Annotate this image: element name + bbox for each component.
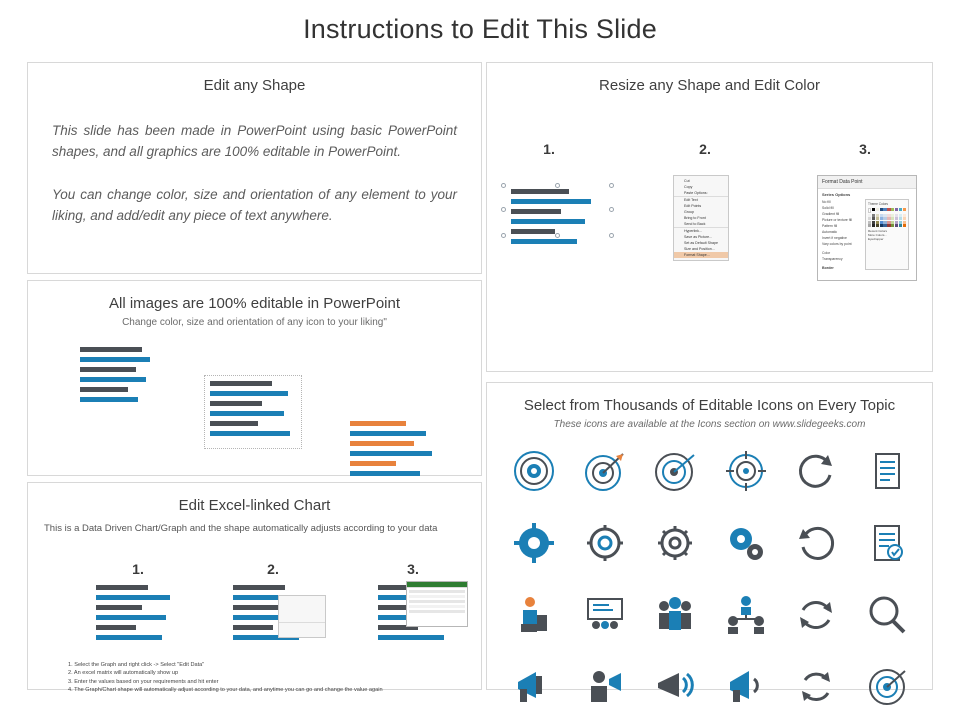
excel-step-3: 3. Enter the values based on your requirements and hit enter bbox=[68, 678, 219, 685]
dialog-option-1[interactable]: Solid fill bbox=[822, 206, 834, 210]
bullhorn-icon[interactable] bbox=[640, 659, 711, 715]
checklist-document-icon[interactable] bbox=[852, 515, 923, 571]
panel-editable-icons bbox=[486, 382, 933, 690]
bar-graphic-1 bbox=[80, 347, 150, 407]
document-list-icon[interactable] bbox=[852, 443, 923, 499]
format-data-point-dialog[interactable] bbox=[817, 175, 917, 281]
palette-more-colors[interactable]: More Colors... bbox=[868, 233, 887, 237]
ctx-item-format-shape[interactable]: Format Shape... bbox=[674, 252, 728, 258]
panel-resize-shape bbox=[486, 62, 933, 372]
excel-step-number-3: 3. bbox=[407, 561, 419, 577]
announcement-icon[interactable] bbox=[711, 659, 782, 715]
resize-step-number-2: 2. bbox=[699, 141, 711, 157]
panel-title-excel: Edit Excel-linked Chart bbox=[178, 497, 331, 514]
dialog-section-title: Series Options bbox=[822, 192, 851, 197]
excel-bar-graphic-1 bbox=[96, 585, 170, 645]
ctx-item-cut[interactable]: Cut bbox=[684, 179, 690, 183]
dialog-border-label[interactable]: Border bbox=[822, 266, 834, 270]
dialog-title: Format Data Point bbox=[818, 176, 916, 189]
panel-title-resize: Resize any Shape and Edit Color bbox=[599, 77, 820, 94]
ctx-item-send-to-back[interactable]: Send to Back bbox=[684, 222, 706, 226]
gear-outline-icon[interactable] bbox=[570, 515, 641, 571]
excel-step-4: 4. The Graph/Chart shape will automatically adjust according to your data, and anytime you can go and change the value again bbox=[68, 687, 383, 694]
panel-subtitle-images: Change color, size and orientation of any icon to your liking" bbox=[122, 317, 387, 328]
excel-step-number-1: 1. bbox=[132, 561, 144, 577]
ctx-item-edit-text[interactable]: Edit Text bbox=[674, 196, 728, 203]
ctx-item-group[interactable]: Group bbox=[684, 210, 694, 214]
panel-title-images: All images are 100% editable in PowerPoint bbox=[109, 295, 400, 312]
dialog-transparency-label[interactable]: Transparency bbox=[822, 257, 843, 261]
panel-images-editable bbox=[27, 280, 482, 476]
ctx-item-hyperlink[interactable]: Hyperlink... bbox=[674, 227, 728, 234]
double-gear-icon[interactable] bbox=[711, 515, 782, 571]
edit-shape-paragraph-1: This slide has been made in PowerPoint using basic PowerPoint shapes, and all graphics are 100% editable in PowerPoint. bbox=[52, 123, 457, 159]
panel-excel-linked-chart bbox=[27, 482, 482, 694]
edit-shape-paragraph-2: You can change color, size and orientation of any element to your liking, and add/edit any piece of text anywhere. bbox=[52, 187, 457, 223]
page-title: Instructions to Edit This Slide bbox=[303, 14, 657, 44]
settings-gear-icon[interactable] bbox=[640, 515, 711, 571]
dart-target-icon[interactable] bbox=[570, 443, 641, 499]
dialog-option-6[interactable]: Invert if negative bbox=[822, 236, 847, 240]
org-team-icon[interactable] bbox=[711, 587, 782, 643]
color-palette-popover[interactable] bbox=[865, 199, 909, 270]
excel-step-1: 1. Select the Graph and right click -> Select "Edit Data" bbox=[68, 662, 205, 668]
panel-subtitle-excel: This is a Data Driven Chart/Graph and the shape automatically adjusts according to your data bbox=[44, 523, 438, 534]
ctx-item-set-default-shape[interactable]: Set as Default Shape bbox=[684, 241, 718, 245]
person-podium-icon[interactable] bbox=[499, 587, 570, 643]
crosshair-target-icon[interactable] bbox=[711, 443, 782, 499]
panel-subtitle-icons: These icons are available at the Icons section on www.slidegeeks.com bbox=[553, 419, 866, 430]
target-circle-icon[interactable] bbox=[499, 443, 570, 499]
refresh-arrow-icon[interactable] bbox=[781, 443, 852, 499]
ctx-item-bring-to-front[interactable]: Bring to Front bbox=[684, 216, 706, 220]
panel-edit-any-shape bbox=[27, 62, 482, 274]
cycle-arrows-icon[interactable] bbox=[781, 587, 852, 643]
palette-eyedropper[interactable]: Eyedropper bbox=[868, 237, 884, 241]
bar-graphic-2 bbox=[210, 381, 290, 441]
palette-recent-colors[interactable]: Recent Colors bbox=[868, 229, 888, 233]
resize-step-number-3: 3. bbox=[859, 141, 871, 157]
excel-context-menu[interactable] bbox=[278, 595, 326, 638]
panel-title-edit-shape: Edit any Shape bbox=[203, 77, 306, 94]
dialog-option-0[interactable]: No fill bbox=[822, 200, 831, 204]
ctx-item-edit-points[interactable]: Edit Points bbox=[684, 204, 702, 208]
ctx-item-save-as-picture[interactable]: Save as Picture... bbox=[684, 235, 713, 239]
dialog-option-3[interactable]: Picture or texture fill bbox=[822, 218, 852, 222]
excel-data-sheet[interactable] bbox=[406, 581, 468, 627]
dialog-color-label[interactable]: Color bbox=[822, 251, 831, 255]
bar-graphic-3 bbox=[350, 421, 432, 481]
dialog-option-4[interactable]: Pattern fill bbox=[822, 224, 838, 228]
bullseye-arrow-icon[interactable] bbox=[640, 443, 711, 499]
shape-context-menu[interactable] bbox=[673, 175, 729, 261]
ctx-item-copy[interactable]: Copy bbox=[684, 185, 693, 189]
rotate-arrow-icon[interactable] bbox=[781, 515, 852, 571]
target-check-icon[interactable] bbox=[852, 659, 923, 715]
dialog-option-7[interactable]: Vary colors by point bbox=[822, 242, 852, 246]
excel-step-2: 2. An excel matrix will automatically show up bbox=[68, 670, 179, 677]
dialog-option-2[interactable]: Gradient fill bbox=[822, 212, 840, 216]
resize-selected-shape[interactable] bbox=[501, 183, 617, 239]
group-people-icon[interactable] bbox=[640, 587, 711, 643]
person-speaking-icon[interactable] bbox=[570, 659, 641, 715]
palette-title: Theme Colors bbox=[868, 202, 889, 206]
recycle-arrows-icon[interactable] bbox=[781, 659, 852, 715]
excel-steps-list bbox=[68, 661, 468, 695]
presentation-people-icon[interactable] bbox=[570, 587, 641, 643]
dialog-option-5[interactable]: Automatic bbox=[822, 230, 838, 234]
icons-grid bbox=[499, 443, 922, 715]
gear-solid-icon[interactable] bbox=[499, 515, 570, 571]
excel-step-number-2: 2. bbox=[267, 561, 279, 577]
resize-step-number-1: 1. bbox=[543, 141, 555, 157]
panel-title-icons: Select from Thousands of Editable Icons on Every Topic bbox=[523, 397, 896, 414]
ctx-item-size-and-position[interactable]: Size and Position... bbox=[684, 247, 715, 251]
megaphone-icon[interactable] bbox=[499, 659, 570, 715]
ctx-item-paste-options[interactable]: Paste Options: bbox=[684, 191, 708, 195]
magnifier-search-icon[interactable] bbox=[852, 587, 923, 643]
